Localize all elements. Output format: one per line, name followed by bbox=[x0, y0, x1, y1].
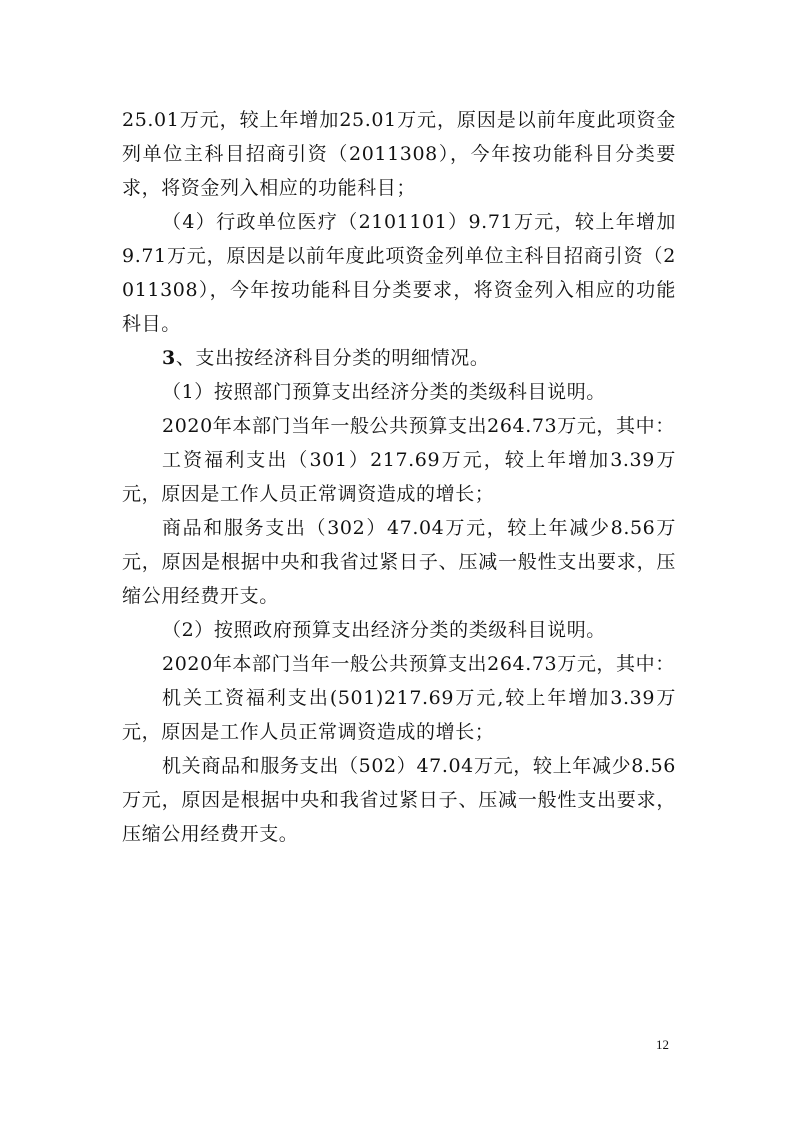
page-number: 12 bbox=[656, 1037, 669, 1052]
section-heading-text: 、支出按经济科目分类的明细情况。 bbox=[175, 347, 490, 369]
subsection-heading-1: （1）按照部门预算支出经济分类的类级科目说明。 bbox=[162, 381, 606, 403]
paragraph-agency-wages-501: 机关工资福利支出(501)217.69万元,较上年增加3.39万元，原因是工作人员正常调资造成的增长； bbox=[122, 687, 676, 743]
paragraph-goods-services-302: 商品和服务支出（302）47.04万元，较上年减少8.56万元，原因是根据中央和我省过紧日子、压减一般性支出要求，压缩公用经费开支。 bbox=[122, 517, 676, 607]
paragraph-total-expenditure-2: 2020年本部门当年一般公共预算支出264.73万元，其中： bbox=[162, 653, 675, 675]
subsection-heading-2: （2）按照政府预算支出经济分类的类级科目说明。 bbox=[162, 619, 606, 641]
paragraph-wages-welfare-301: 工资福利支出（301）217.69万元，较上年增加3.39万元，原因是工作人员正常调资造成的增长； bbox=[122, 449, 676, 505]
section-heading-3 bbox=[122, 341, 676, 375]
paragraph-item-4-medical: （4）行政单位医疗（2101101）9.71万元，较上年增加9.71万元，原因是以前年度此项资金列单位主科目招商引资（2011308），今年按功能科目分类要求，将资金列入相应的功能科目。 bbox=[122, 211, 676, 335]
paragraph-continued-2011308: 25.01万元，较上年增加25.01万元，原因是以前年度此项资金列单位主科目招商引资（2011308），今年按功能科目分类要求，将资金列入相应的功能科目； bbox=[122, 109, 676, 199]
paragraph-total-expenditure-1: 2020年本部门当年一般公共预算支出264.73万元，其中： bbox=[162, 415, 675, 437]
paragraph-agency-goods-502: 机关商品和服务支出（502）47.04万元，较上年减少8.56万元，原因是根据中央和我省过紧日子、压减一般性支出要求，压缩公用经费开支。 bbox=[122, 755, 676, 845]
section-number: 3 bbox=[162, 347, 176, 369]
document-body bbox=[122, 103, 676, 851]
